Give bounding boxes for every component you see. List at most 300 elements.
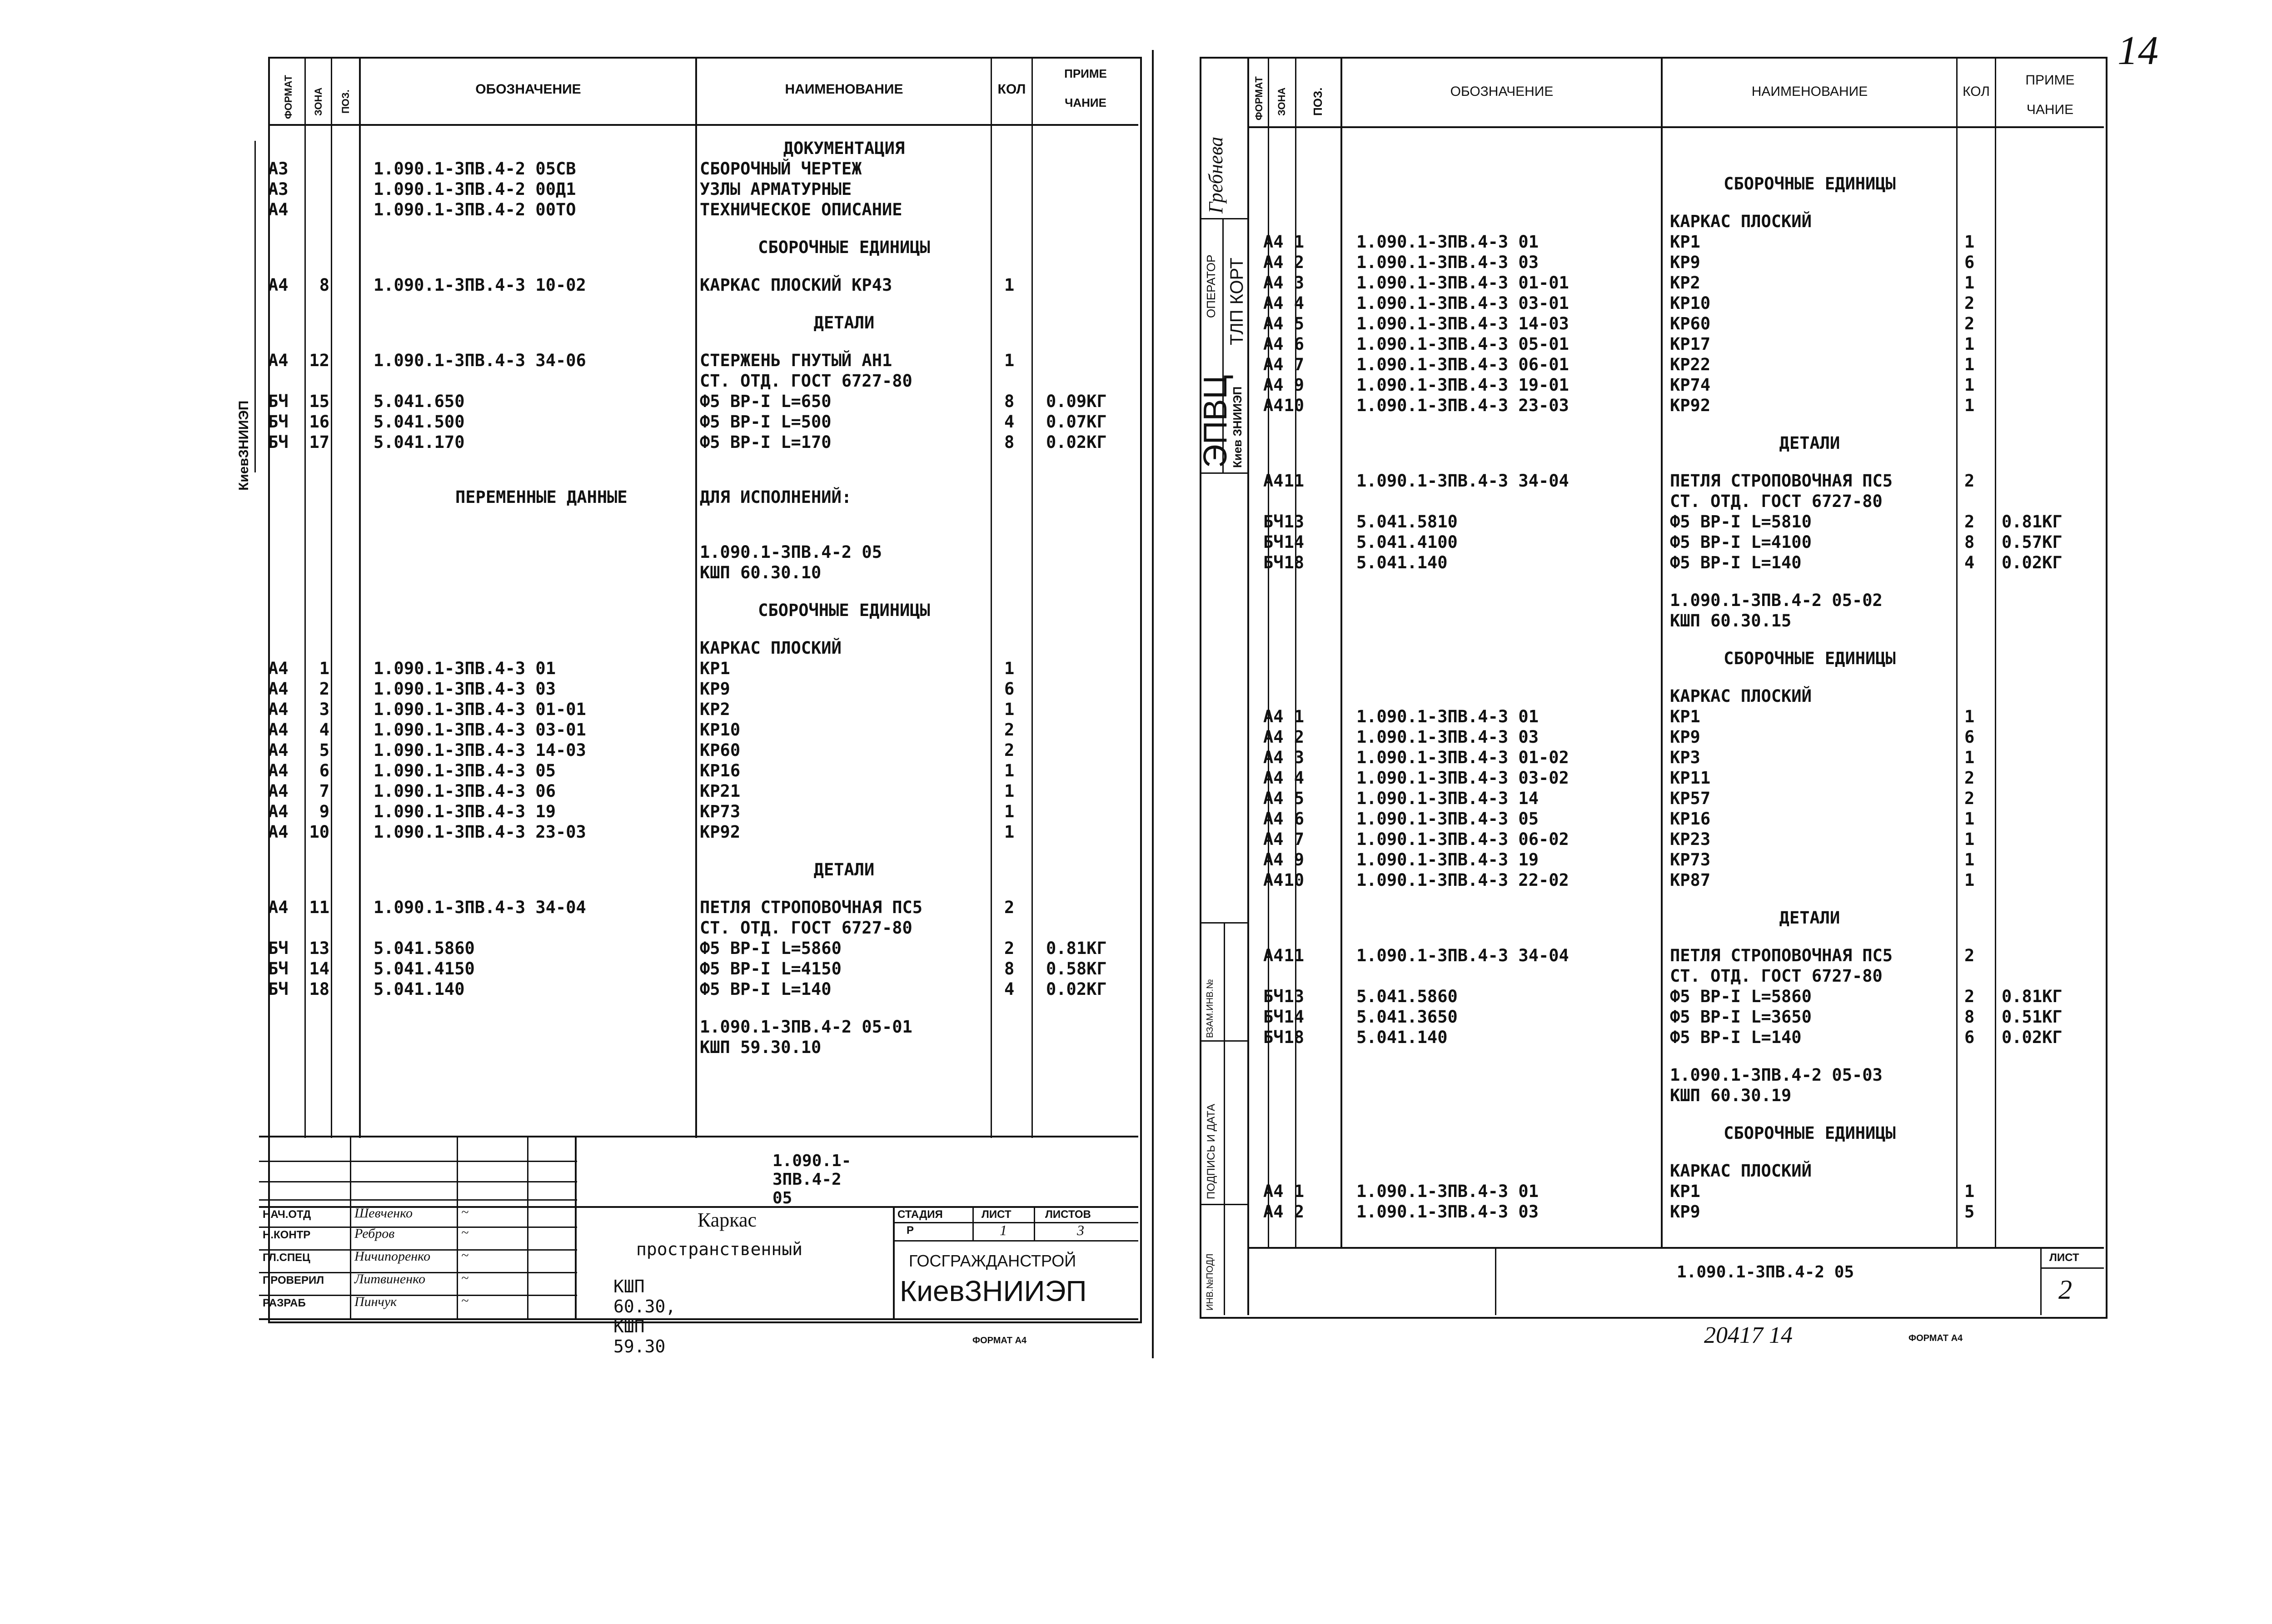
qty-cell: 2 <box>1964 946 1975 965</box>
designation-cell: 1.090.1-3ПВ.4-3 01-02 <box>1356 748 1569 767</box>
qty-cell: 2 <box>1964 314 1975 333</box>
qty-cell: 1 <box>1004 822 1015 842</box>
name-cell: КР1 <box>700 659 730 678</box>
designation-cell: 5.041.4150 <box>374 959 475 978</box>
left-footer-format: ФОРМАТ А4 <box>972 1336 1027 1346</box>
pos-cell: 6 <box>1294 809 1304 829</box>
left-table-row <box>268 392 1138 412</box>
name-cell: КР9 <box>1670 1202 1700 1222</box>
person-name: Ребров <box>354 1226 395 1241</box>
designation-cell: 1.090.1-3ПВ.4-3 03-02 <box>1356 768 1569 788</box>
stamp-kiev: Киев ЗНИИЭП <box>1231 386 1244 468</box>
right-spacer <box>1247 891 2104 908</box>
title-line-2: пространственный <box>636 1239 803 1259</box>
designation-cell: 1.090.1-3ПВ.4-3 05-01 <box>1356 334 1569 354</box>
name-cell: СТ. ОТД. ГОСТ 6727-80 <box>1670 966 1883 986</box>
pos-cell: 8 <box>319 275 329 295</box>
left-table-row <box>268 720 1138 740</box>
right-table-row <box>1247 375 2104 396</box>
name-cell: КАРКАС ПЛОСКИЙ КР43 <box>700 275 892 295</box>
pos-cell: 11 <box>1284 946 1304 965</box>
name-cell: КР10 <box>1670 293 1711 313</box>
right-header-pos: ПОЗ. <box>1311 87 1325 116</box>
left-table-row <box>268 638 1138 659</box>
name-cell: ПЕТЛЯ СТРОПОВОЧНАЯ ПС5 <box>1670 946 1893 965</box>
designation-cell: 1.090.1-3ПВ.4-2 00Д1 <box>374 179 576 199</box>
pos-cell: 11 <box>1284 471 1304 491</box>
section-title: ДЕТАЛИ <box>1779 433 1840 453</box>
name-cell: КР9 <box>1670 253 1700 272</box>
name-cell: УЗЛЫ АРМАТУРНЫЕ <box>700 179 852 199</box>
pos-cell: 3 <box>1294 273 1304 293</box>
name-cell: КР60 <box>1670 314 1711 333</box>
right-section-heading <box>1247 174 2104 194</box>
name-cell: КР73 <box>1670 850 1711 869</box>
pos-cell: 7 <box>1294 355 1304 374</box>
pos-cell: 2 <box>1294 727 1304 747</box>
pos-cell: 15 <box>309 392 329 411</box>
right-table-row <box>1247 512 2104 532</box>
signature-mark: ~ <box>461 1248 469 1263</box>
left-spacer <box>268 470 1138 487</box>
right-section-heading <box>1247 1123 2104 1144</box>
name-cell: СБОРОЧНЫЙ ЧЕРТЕЖ <box>700 159 862 179</box>
section-title: ДЕТАЛИ <box>1779 908 1840 928</box>
name-cell: Ф5 ВР-I L=140 <box>700 979 832 999</box>
pos-cell: 5 <box>319 740 329 760</box>
designation-cell: 5.041.5860 <box>374 939 475 958</box>
pos-cell: 13 <box>1284 512 1304 531</box>
right-table-row <box>1247 1161 2104 1182</box>
pos-cell: 16 <box>309 412 329 432</box>
name-cell: ТЕХНИЧЕСКОЕ ОПИСАНИЕ <box>700 200 902 219</box>
note-cell: 0.81КГ <box>2002 512 2063 531</box>
header-name: НАИМЕНОВАНИЕ <box>785 82 903 97</box>
right-table-row <box>1247 1182 2104 1202</box>
right-spacer <box>1247 669 2104 686</box>
left-table-row <box>268 979 1138 1000</box>
note-cell: 0.09КГ <box>1046 392 1107 411</box>
format-cell: А4 <box>1263 334 1284 354</box>
qty-cell: 4 <box>1964 553 1975 572</box>
qty-cell: 2 <box>1964 987 1975 1006</box>
format-cell: А4 <box>268 200 289 219</box>
note-cell: 0.81КГ <box>2002 987 2063 1006</box>
format-cell: А4 <box>1263 946 1284 965</box>
name-cell: КР17 <box>1670 334 1711 354</box>
title-line-3: КШП 60.30, КШП 59.30 <box>613 1276 676 1356</box>
pos-cell: 6 <box>319 761 329 780</box>
format-cell: А4 <box>1263 809 1284 829</box>
pos-cell: 1 <box>1294 232 1304 252</box>
format-cell: А4 <box>1263 1202 1284 1222</box>
right-table-row <box>1247 870 2104 891</box>
stage-value: Р <box>907 1224 914 1237</box>
pos-cell: 1 <box>1294 707 1304 726</box>
name-cell: КР10 <box>700 720 741 740</box>
name-cell: СТ. ОТД. ГОСТ 6727-80 <box>1670 492 1883 511</box>
left-table-row <box>268 351 1138 371</box>
name-cell: СТ. ОТД. ГОСТ 6727-80 <box>700 918 912 938</box>
name-cell: КР57 <box>1670 789 1711 808</box>
pos-cell: 4 <box>1294 293 1304 313</box>
qty-cell: 8 <box>1004 959 1015 978</box>
right-table-row <box>1247 727 2104 748</box>
right-table-row <box>1247 314 2104 334</box>
right-header-designation: ОБОЗНАЧЕНИЕ <box>1450 84 1554 99</box>
designation-cell: 5.041.650 <box>374 392 465 411</box>
left-table-row <box>268 740 1138 761</box>
format-cell: А4 <box>1263 829 1284 849</box>
right-section-heading <box>1247 433 2104 454</box>
name-cell: КР74 <box>1670 375 1711 395</box>
designation-cell: 5.041.5860 <box>1356 987 1458 1006</box>
designation-cell: 1.090.1-3ПВ.4-3 03 <box>374 679 556 699</box>
designation-cell: 1.090.1-3ПВ.4-3 34-04 <box>1356 471 1569 491</box>
format-cell: БЧ <box>268 412 289 432</box>
right-table-row <box>1247 829 2104 850</box>
designation-cell: 1.090.1-3ПВ.4-3 34-04 <box>1356 946 1569 965</box>
handwritten-number: 20417 14 <box>1704 1322 1793 1348</box>
right-spacer <box>1247 157 2104 174</box>
format-cell: А4 <box>1263 1182 1284 1201</box>
name-cell: КР73 <box>700 802 741 821</box>
name-cell: ДЛЯ ИСПОЛНЕНИЙ: <box>700 487 852 507</box>
left-section-heading <box>268 139 1138 159</box>
pos-cell: 17 <box>309 432 329 452</box>
name-cell: КР60 <box>700 740 741 760</box>
left-spacer <box>268 296 1138 313</box>
name-cell: КШП 60.30.10 <box>700 563 822 582</box>
right-header-note-2: ЧАНИЕ <box>2026 102 2074 117</box>
name-cell: КР11 <box>1670 768 1711 788</box>
name-cell: СТ. ОТД. ГОСТ 6727-80 <box>700 371 912 391</box>
designation-cell: 1.090.1-3ПВ.4-3 01 <box>1356 707 1539 726</box>
pos-cell: 18 <box>309 979 329 999</box>
role-label: ГЛ.СПЕЦ <box>263 1252 310 1264</box>
pos-cell: 3 <box>1294 748 1304 767</box>
designation-cell: 1.090.1-3ПВ.4-3 10-02 <box>374 275 586 295</box>
format-cell: А4 <box>1263 355 1284 374</box>
qty-cell: 1 <box>1004 351 1015 370</box>
format-cell: А4 <box>1263 375 1284 395</box>
qty-cell: 1 <box>1964 232 1975 252</box>
format-cell: А4 <box>268 761 289 780</box>
qty-cell: 1 <box>1004 802 1015 821</box>
right-table-row <box>1247 293 2104 314</box>
name-cell: Ф5 ВР-I L=3650 <box>1670 1007 1812 1027</box>
format-cell: БЧ <box>1263 987 1284 1006</box>
format-cell: БЧ <box>1263 553 1284 572</box>
designation-cell: 5.041.140 <box>1356 1028 1448 1047</box>
pos-cell: 3 <box>319 700 329 719</box>
designation-cell: 5.041.3650 <box>1356 1007 1458 1027</box>
right-table-row <box>1247 232 2104 253</box>
format-cell: БЧ <box>268 959 289 978</box>
left-table-row <box>268 412 1138 432</box>
format-cell: А4 <box>268 740 289 760</box>
pos-cell: 13 <box>1284 987 1304 1006</box>
designation-cell: 1.090.1-3ПВ.4-3 19-01 <box>1356 375 1569 395</box>
qty-cell: 1 <box>1004 659 1015 678</box>
name-cell: КР1 <box>1670 1182 1700 1201</box>
stamp-operator: ОПЕРАТОР <box>1204 254 1218 318</box>
name-cell: КШП 60.30.19 <box>1670 1086 1792 1105</box>
qty-cell: 6 <box>1964 727 1975 747</box>
qty-cell: 1 <box>1964 334 1975 354</box>
stamp-tlp: ТЛП КОРТ <box>1227 258 1247 345</box>
format-cell: А4 <box>1263 273 1284 293</box>
name-cell: КР87 <box>1670 870 1711 890</box>
left-table-row <box>268 898 1138 918</box>
name-cell: Ф5 ВР-I L=5810 <box>1670 512 1812 531</box>
format-cell: А4 <box>268 351 289 370</box>
pos-cell: 10 <box>309 822 329 842</box>
format-cell: А4 <box>1263 850 1284 869</box>
left-table-row <box>268 659 1138 679</box>
qty-cell: 8 <box>1964 1007 1975 1027</box>
format-cell: БЧ <box>268 432 289 452</box>
note-cell: 0.02КГ <box>2002 553 2063 572</box>
left-table-row <box>268 275 1138 296</box>
section-title: ДОКУМЕНТАЦИЯ <box>783 139 905 158</box>
right-table-row <box>1247 789 2104 809</box>
qty-cell: 2 <box>1004 898 1015 917</box>
qty-cell: 1 <box>1964 850 1975 869</box>
sheets-value: 3 <box>1077 1222 1084 1238</box>
designation-cell: 5.041.4100 <box>1356 532 1458 552</box>
left-table-row <box>268 918 1138 939</box>
format-cell: А4 <box>1263 253 1284 272</box>
qty-cell: 8 <box>1964 532 1975 552</box>
left-table-row <box>268 371 1138 392</box>
section-title: СБОРОЧНЫЕ ЕДИНИЦЫ <box>1724 1123 1896 1143</box>
pos-cell: 18 <box>1284 1028 1304 1047</box>
format-cell: А4 <box>1263 471 1284 491</box>
designation-cell: 1.090.1-3ПВ.4-3 14-03 <box>1356 314 1569 333</box>
pos-cell: 14 <box>1284 532 1304 552</box>
right-table-row <box>1247 987 2104 1007</box>
format-cell: БЧ <box>1263 1028 1284 1047</box>
name-cell: Ф5 ВР-I L=170 <box>700 432 832 452</box>
left-table-row <box>268 679 1138 700</box>
signature-mark: ~ <box>461 1271 469 1286</box>
qty-cell: 1 <box>1964 809 1975 829</box>
sheet-value: 1 <box>1000 1222 1007 1238</box>
qty-cell: 1 <box>1004 275 1015 295</box>
header-qty: КОЛ <box>997 82 1026 97</box>
left-spacer <box>268 621 1138 638</box>
right-table-row <box>1247 591 2104 611</box>
left-section-heading <box>268 238 1138 258</box>
designation-cell: 1.090.1-3ПВ.4-3 01 <box>374 659 556 678</box>
name-cell: 1.090.1-3ПВ.4-2 05-01 <box>700 1017 912 1037</box>
left-table-row <box>268 1038 1138 1058</box>
right-table-row <box>1247 253 2104 273</box>
person-name: Пинчук <box>354 1294 397 1309</box>
pos-cell: 2 <box>1294 253 1304 272</box>
qty-cell: 1 <box>1964 1182 1975 1201</box>
section-title: ДЕТАЛИ <box>813 313 875 333</box>
right-header-zone: ЗОНА <box>1276 87 1287 116</box>
format-cell: А4 <box>268 898 289 917</box>
left-spacer <box>268 880 1138 898</box>
pos-cell: 7 <box>1294 829 1304 849</box>
pos-cell: 14 <box>1284 1007 1304 1027</box>
left-section-heading <box>268 313 1138 333</box>
format-cell: А3 <box>268 179 289 199</box>
right-footer-format: ФОРМАТ А4 <box>1908 1333 1963 1343</box>
left-section-heading <box>268 601 1138 621</box>
left-spacer <box>268 220 1138 238</box>
format-cell: А4 <box>268 275 289 295</box>
designation-cell: 1.090.1-3ПВ.4-3 34-06 <box>374 351 586 370</box>
signature-mark: ~ <box>461 1293 469 1308</box>
section-title: СБОРОЧНЫЕ ЕДИНИЦЫ <box>758 601 930 620</box>
right-table-row <box>1247 850 2104 870</box>
right-spacer <box>1247 194 2104 212</box>
right-spacer <box>1247 631 2104 649</box>
format-cell: А4 <box>1263 293 1284 313</box>
designation-cell: 1.090.1-3ПВ.4-3 22-02 <box>1356 870 1569 890</box>
designation-cell: 1.090.1-3ПВ.4-3 23-03 <box>374 822 586 842</box>
left-table-row <box>268 761 1138 781</box>
designation-cell: 5.041.140 <box>1356 553 1448 572</box>
format-cell: БЧ <box>268 392 289 411</box>
name-cell: КР21 <box>700 781 741 801</box>
sheet-label: ЛИСТ <box>982 1208 1011 1221</box>
role-label: Н.КОНТР <box>263 1229 311 1241</box>
left-table-row <box>268 179 1138 200</box>
pos-cell: 1 <box>319 659 329 678</box>
right-section-heading <box>1247 908 2104 929</box>
left-table-row <box>268 959 1138 979</box>
format-cell: БЧ <box>268 979 289 999</box>
qty-cell: 1 <box>1004 761 1015 780</box>
designation-cell: 1.090.1-3ПВ.4-3 19 <box>374 802 556 821</box>
pos-cell: 7 <box>319 781 329 801</box>
left-spacer <box>268 843 1138 860</box>
right-table-row <box>1247 768 2104 789</box>
name-cell: КАРКАС ПЛОСКИЙ <box>1670 1161 1812 1181</box>
right-spacer <box>1247 929 2104 946</box>
note-cell: 0.81КГ <box>1046 939 1107 958</box>
left-margin-line <box>254 141 256 472</box>
right-table-row <box>1247 334 2104 355</box>
right-table-row <box>1247 1007 2104 1028</box>
designation-cell: 1.090.1-3ПВ.4-3 23-03 <box>1356 396 1569 415</box>
qty-cell: 1 <box>1964 396 1975 415</box>
qty-cell: 8 <box>1004 432 1015 452</box>
format-cell: А3 <box>268 159 289 179</box>
side-field-inv: ИНВ.№ПОДЛ <box>1205 1253 1215 1311</box>
section-title: ДЕТАЛИ <box>813 860 875 879</box>
format-cell: А4 <box>1263 768 1284 788</box>
format-cell: БЧ <box>1263 532 1284 552</box>
left-spacer <box>268 333 1138 351</box>
format-cell: А4 <box>1263 748 1284 767</box>
page-mark: 14 <box>2118 28 2158 73</box>
header-note-2: ЧАНИЕ <box>1065 96 1106 109</box>
header-note-1: ПРИМЕ <box>1064 67 1107 80</box>
right-table-row <box>1247 1086 2104 1106</box>
left-table-row <box>268 802 1138 822</box>
qty-cell: 5 <box>1964 1202 1975 1222</box>
header-zone: ЗОНА <box>313 87 324 116</box>
name-cell: ПЕТЛЯ СТРОПОВОЧНАЯ ПС5 <box>1670 471 1893 491</box>
right-table-row <box>1247 707 2104 727</box>
qty-cell: 1 <box>1004 700 1015 719</box>
designation-cell: 5.041.500 <box>374 412 465 432</box>
name-cell: Ф5 ВР-I L=5860 <box>700 939 842 958</box>
pos-cell: 4 <box>319 720 329 740</box>
designation-cell: 1.090.1-3ПВ.4-2 05СВ <box>374 159 576 179</box>
designation-cell: 1.090.1-3ПВ.4-2 00ТО <box>374 200 576 219</box>
format-cell: А4 <box>1263 232 1284 252</box>
title-line-1: Каркас <box>698 1209 757 1231</box>
role-label: РАЗРАБ <box>263 1297 306 1309</box>
qty-cell: 2 <box>1964 768 1975 788</box>
designation-cell: 1.090.1-3ПВ.4-3 06-02 <box>1356 829 1569 849</box>
right-spacer <box>1247 1048 2104 1065</box>
name-cell: 1.090.1-3ПВ.4-2 05 <box>700 542 882 562</box>
format-cell: А4 <box>268 781 289 801</box>
left-section-heading <box>268 860 1138 880</box>
qty-cell: 1 <box>1964 273 1975 293</box>
name-cell: Ф5 ВР-I L=4100 <box>1670 532 1812 552</box>
qty-cell: 1 <box>1964 355 1975 374</box>
format-cell: А4 <box>1263 707 1284 726</box>
name-cell: КР16 <box>700 761 741 780</box>
name-cell: Ф5 ВР-I L=650 <box>700 392 832 411</box>
left-spacer <box>268 1000 1138 1017</box>
format-cell: А4 <box>268 679 289 699</box>
designation-cell: 1.090.1-3ПВ.4-3 01 <box>1356 232 1539 252</box>
name-cell: КАРКАС ПЛОСКИЙ <box>1670 686 1812 706</box>
note-cell: 0.07КГ <box>1046 412 1107 432</box>
role-label: ПРОВЕРИЛ <box>263 1274 324 1286</box>
designation-cell: 1.090.1-3ПВ.4-3 06-01 <box>1356 355 1569 374</box>
qty-cell: 2 <box>1964 512 1975 531</box>
qty-cell: 2 <box>1004 740 1015 760</box>
name-cell: КШП 60.30.15 <box>1670 611 1792 631</box>
side-field-vzam: ВЗАМ.ИНВ.№ <box>1205 979 1215 1038</box>
name-cell: Ф5 ВР-I L=4150 <box>700 959 842 978</box>
name-cell: КР3 <box>1670 748 1700 767</box>
side-field-podpis: ПОДПИСЬ И ДАТА <box>1205 1103 1217 1199</box>
role-label: НАЧ.ОТД <box>263 1208 311 1221</box>
format-cell: А4 <box>1263 396 1284 415</box>
name-cell: 1.090.1-3ПВ.4-2 05-02 <box>1670 591 1883 610</box>
left-table-row <box>268 700 1138 720</box>
stamp-name: Гребнева <box>1205 136 1227 214</box>
left-table-row <box>268 432 1138 453</box>
format-cell: А4 <box>268 659 289 678</box>
page-divider <box>1152 50 1154 1358</box>
name-cell: КР9 <box>1670 727 1700 747</box>
person-name: Шевченко <box>354 1206 413 1221</box>
right-section-heading <box>1247 649 2104 669</box>
right-table-row <box>1247 355 2104 375</box>
pos-cell: 9 <box>1294 375 1304 395</box>
left-table-row <box>268 781 1138 802</box>
format-cell: А4 <box>1263 727 1284 747</box>
designation-cell: 1.090.1-3ПВ.4-3 06 <box>374 781 556 801</box>
format-cell: А4 <box>268 822 289 842</box>
pos-cell: 10 <box>1284 396 1304 415</box>
signature-mark: ~ <box>461 1225 469 1240</box>
qty-cell: 1 <box>1964 375 1975 395</box>
